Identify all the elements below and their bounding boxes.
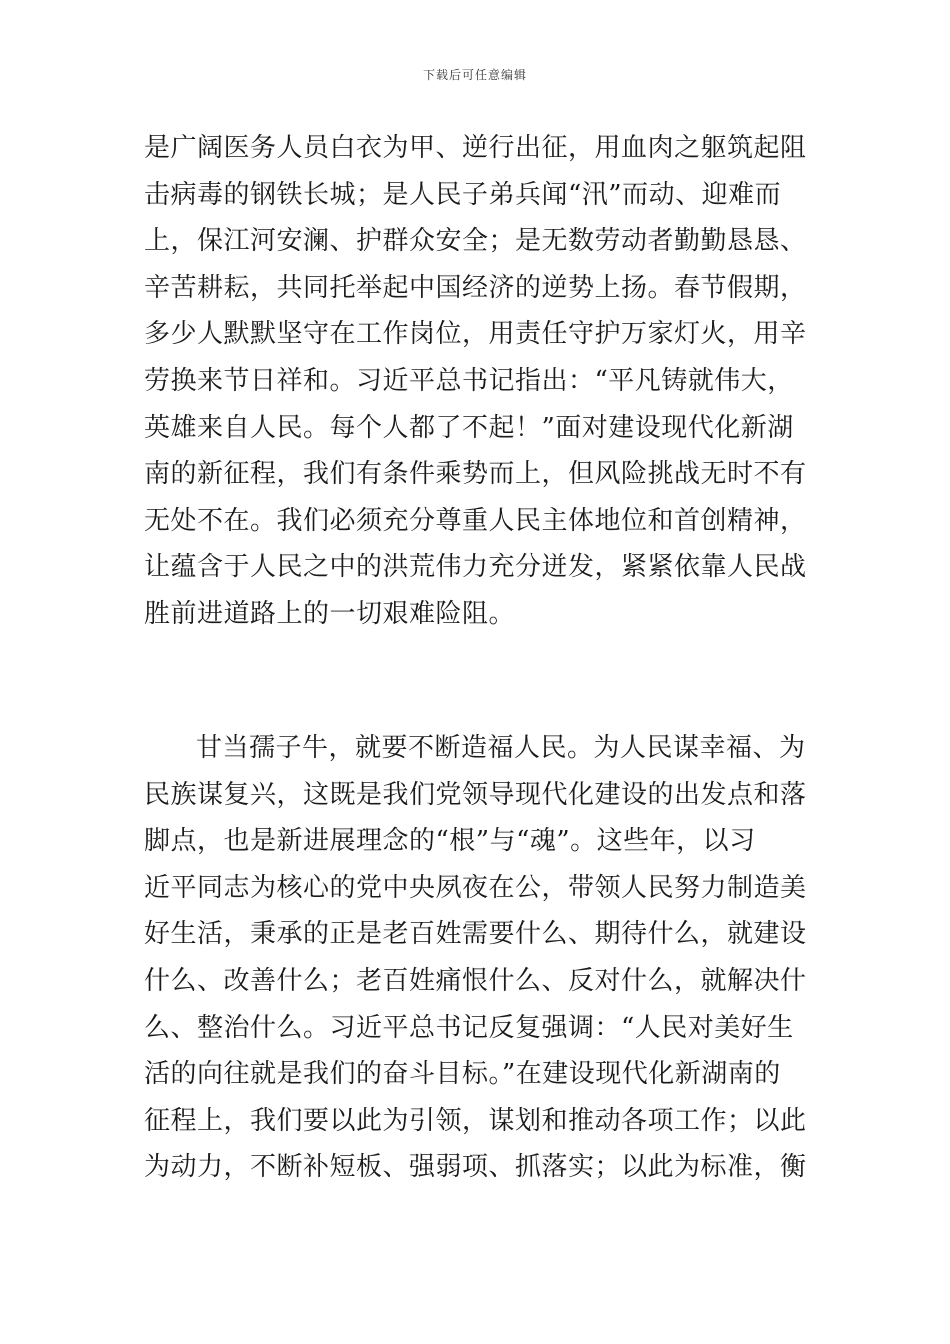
text-line: 劳换来节日祥和。习近平总书记指出：“平凡铸就伟大， <box>144 365 794 396</box>
text-line: 胜前进道路上的一切艰难险阻。 <box>144 598 516 629</box>
text-line-first: 甘当孺子牛，就要不断造福人民。为人民谋幸福、为 <box>196 733 806 763</box>
text-line: 南的新征程，我们有条件乘势而上，但风险挑战无时不有 <box>144 459 807 490</box>
text-line: 征程上，我们要以此为引领，谋划和推动各项工作；以此 <box>144 1105 807 1136</box>
text-line: 辛苦耕耘，共同托举起中国经济的逆势上扬。春节假期， <box>144 272 807 303</box>
header-note: 下载后可任意编辑 <box>422 68 527 82</box>
text-line: 无处不在。我们必须充分尊重人民主体地位和首创精神， <box>144 505 807 536</box>
text-line: 击病毒的钢铁长城；是人民子弟兵闻“汛”而动、迎难而 <box>144 179 782 210</box>
paragraph-1 <box>144 125 809 638</box>
text-line: 什么、改善什么；老百姓痛恨什么、反对什么，就解决什 <box>144 965 807 996</box>
text-line: 民族谋复兴，这既是我们党领导现代化建设的出发点和落 <box>144 779 807 810</box>
text-line: 是广阔医务人员白衣为甲、逆行出征，用血肉之躯筑起阻 <box>144 133 807 163</box>
text-line: 活的向往就是我们的奋斗目标。”在建设现代化新湖南的 <box>144 1059 781 1090</box>
text-line: 为动力，不断补短板、强弱项、抓落实；以此为标准，衡 <box>144 1152 807 1183</box>
text-line: 好生活，秉承的正是老百姓需要什么、期待什么，就建设 <box>144 919 807 950</box>
text-line: 英雄来自人民。每个人都了不起！”面对建设现代化新湖 <box>144 412 794 443</box>
paragraph-2 <box>144 725 809 1191</box>
text-line: 么、整治什么。习近平总书记反复强调：“人民对美好生 <box>144 1012 794 1043</box>
text-line: 上，保江河安澜、护群众安全；是无数劳动者勤勤恳恳、 <box>144 226 807 257</box>
text-line: 让蕴含于人民之中的洪荒伟力充分迸发，紧紧依靠人民战 <box>144 552 807 583</box>
text-line: 近平同志为核心的党中央夙夜在公，带领人民努力制造美 <box>144 872 807 903</box>
text-line: 多少人默默坚守在工作岗位，用责任守护万家灯火，用辛 <box>144 319 807 350</box>
text-line: 脚点，也是新进展理念的“根”与“魂”。这些年，以习 <box>144 826 756 857</box>
